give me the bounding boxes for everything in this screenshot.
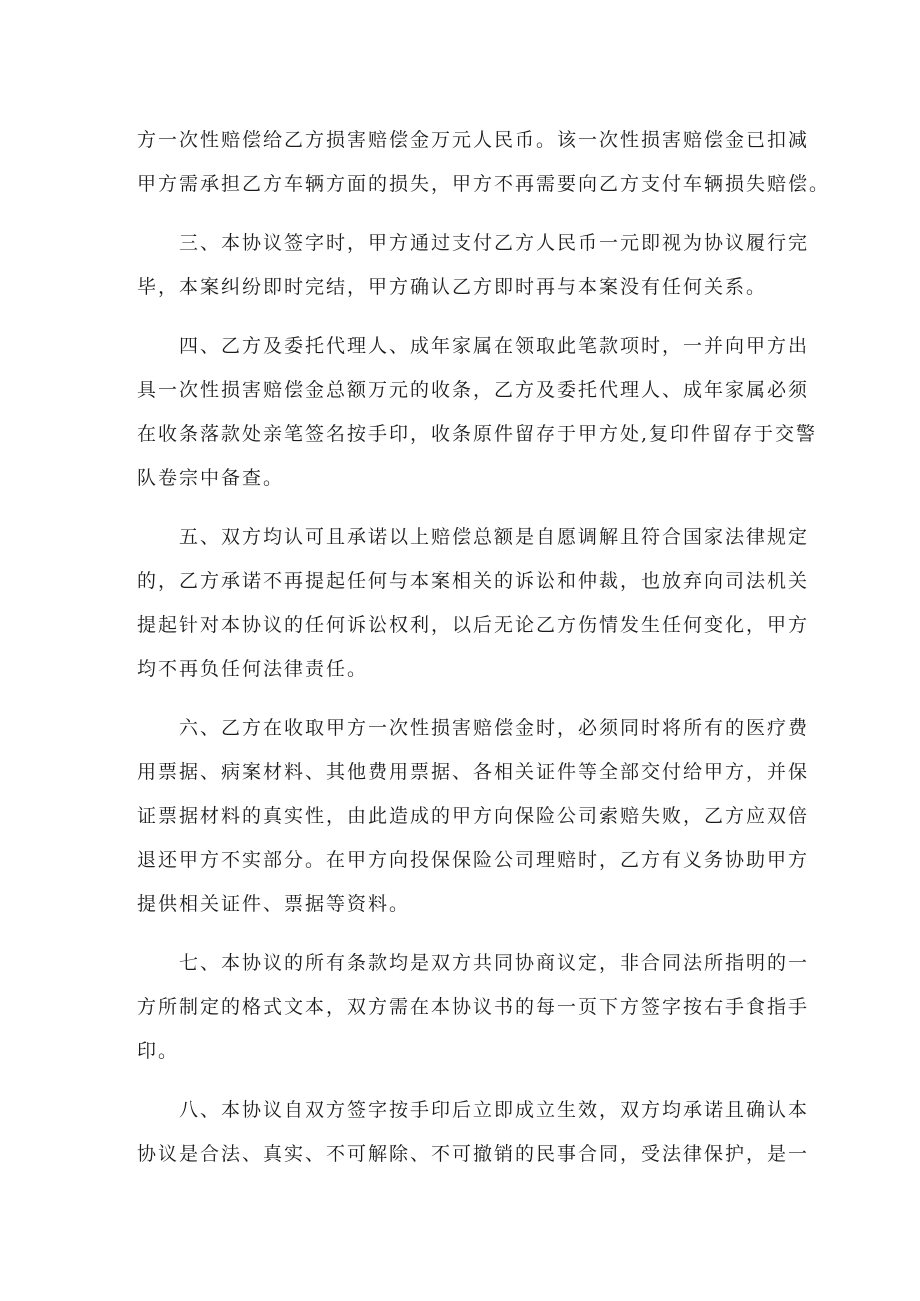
text-line: 方一次性赔偿给乙方损害赔偿金万元人民币。该一次性损害赔偿金已扣减 [137, 129, 810, 151]
text-line: 提起针对本协议的任何诉讼权利，以后无论乙方伤情发生任何变化，甲方 [137, 614, 810, 636]
text-line: 均不再负任何法律责任。 [137, 658, 369, 680]
paragraph-clause-3 [137, 221, 810, 309]
paragraph-clause-8 [137, 1088, 810, 1176]
paragraph-clause-7 [137, 941, 810, 1073]
text-line: 队卷宗中备查。 [137, 467, 285, 489]
paragraph-clause-6 [137, 706, 810, 926]
text-line: 的，乙方承诺不再提起任何与本案相关的诉讼和仲裁，也放弃向司法机关 [137, 570, 810, 592]
text-line: 六、乙方在收取甲方一次性损害赔偿金时，必须同时将所有的医疗费 [179, 717, 810, 739]
text-line: 在收条落款处亲笔签名按手印，收条原件留存于甲方处,复印件留存于交警 [137, 423, 818, 445]
text-line: 用票据、病案材料、其他费用票据、各相关证件等全部交付给甲方，并保 [137, 761, 810, 783]
text-line: 方所制定的格式文本，双方需在本协议书的每一页下方签字按右手食指手 [137, 996, 810, 1018]
text-line: 三、本协议签字时，甲方通过支付乙方人民币一元即视为协议履行完 [179, 232, 810, 254]
text-line: 具一次性损害赔偿金总额万元的收条，乙方及委托代理人、成年家属必须 [137, 379, 810, 401]
text-line: 甲方需承担乙方车辆方面的损失，甲方不再需要向乙方支付车辆损失赔偿。 [137, 173, 831, 195]
text-line: 八、本协议自双方签字按手印后立即成立生效，双方均承诺且确认本 [179, 1099, 810, 1121]
text-line: 毕，本案纠纷即时完结，甲方确认乙方即时再与本案没有任何关系。 [137, 276, 768, 298]
text-line: 协议是合法、真实、不可解除、不可撤销的民事合同，受法律保护，是一 [137, 1143, 810, 1165]
text-line: 退还甲方不实部分。在甲方向投保保险公司理赔时，乙方有义务协助甲方 [137, 849, 810, 871]
text-line: 七、本协议的所有条款均是双方共同协商议定，非合同法所指明的一 [179, 952, 810, 974]
text-line: 印。 [137, 1040, 180, 1062]
text-line: 四、乙方及委托代理人、成年家属在领取此笔款项时，一并向甲方出 [179, 335, 810, 357]
text-line: 提供相关证件、票据等资料。 [137, 893, 411, 915]
paragraph-clause-4 [137, 324, 818, 500]
paragraph-clause-5 [137, 515, 810, 691]
document-body [137, 118, 831, 1191]
text-line: 证票据材料的真实性，由此造成的甲方向保险公司索赔失败，乙方应双倍 [137, 805, 810, 827]
paragraph-continuation [137, 118, 831, 206]
text-line: 五、双方均认可且承诺以上赔偿总额是自愿调解且符合国家法律规定 [179, 526, 810, 548]
